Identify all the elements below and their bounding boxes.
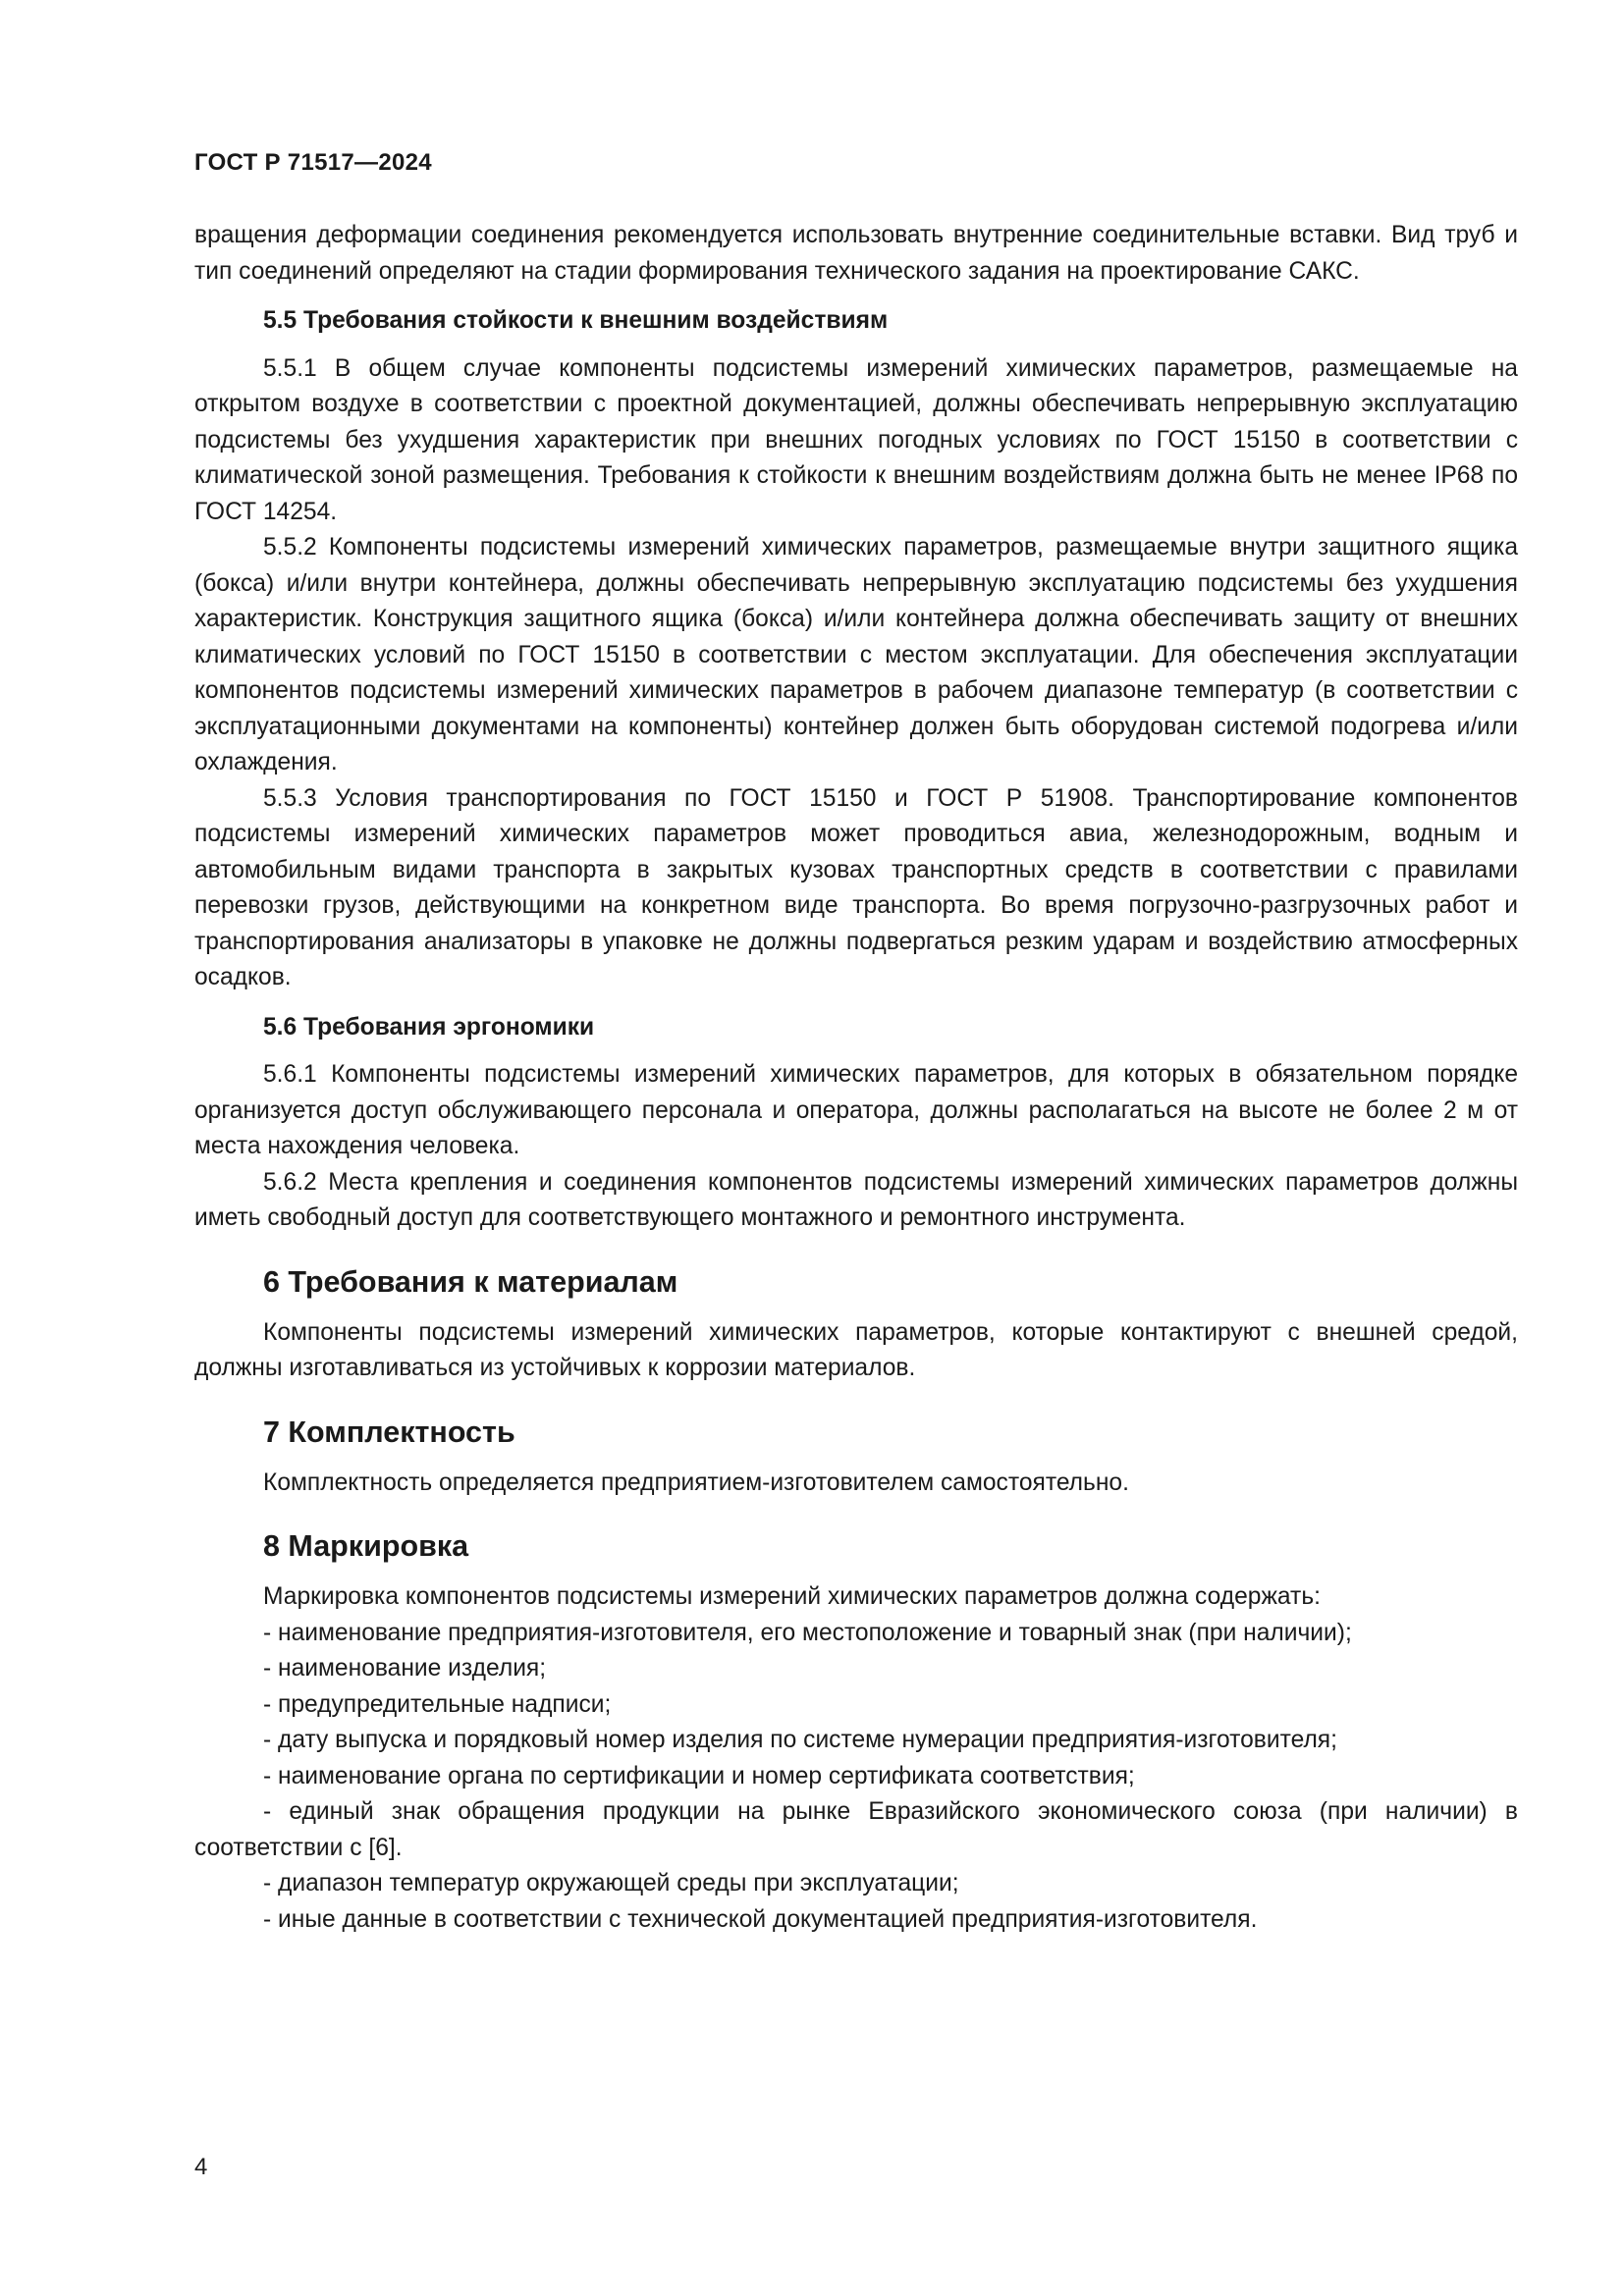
paragraph-7: Комплектность определяется предприятием-изготовителем самостоятельно. [263,1468,1129,1496]
subsection-heading-5-6: 5.6 Требования эргономики [263,1013,595,1041]
section-heading-7: 7 Комплектность [263,1415,515,1449]
list-item: - наименование изделия; [263,1655,547,1682]
paragraph-5-5-1: 5.5.1 В общем случае компоненты подсистемы измерений химических параметров, размещаемые на открытом воздухе в соответствии с проектной документацией, должны обеспечивать непрерывную эксплуатацию подсистемы без ухудшения характеристик при внешних погодных условиях по ГОСТ 15150 в соответствии с климатической зоной размещения. Требования к стойкости к внешним воздействиям должна быть не менее IP68 по ГОСТ 14254. [194,354,1518,525]
paragraph-5-6-1: 5.6.1 Компоненты подсистемы измерений химических параметров, для которых в обязательном порядке организуется доступ обслуживающего персонала и оператора, должны располагаться на высоте не более 2 м от места нахождения человека. [194,1061,1518,1159]
paragraph-8: Маркировка компонентов подсистемы измерений химических параметров должна содержать: [263,1583,1321,1610]
section-heading-6: 6 Требования к материалам [263,1264,678,1299]
list-item: - наименование предприятия-изготовителя, его местоположение и товарный знак (при наличии); [263,1619,1352,1646]
paragraph-5-5-3: 5.5.3 Условия транспортирования по ГОСТ 15150 и ГОСТ Р 51908. Транспортирование компонентов подсистемы измерений химических параметров может проводиться авиа, железнодорожным, водным и автомобильным видами транспорта в закрытых кузовах транспортных средств в соответствии с правилами перевозки грузов, действующими на конкретном виде транспорта. Во время погрузочно-разгрузочных работ и транспортирования анализаторы в упаковке не должны подвергаться резким ударам и воздействию атмосферных осадков. [194,784,1518,990]
paragraph-5-6-2: 5.6.2 Места крепления и соединения компонентов подсистемы измерений химических параметров должны иметь свободный доступ для соответствующего монтажного и ремонтного инструмента. [194,1168,1518,1231]
list-item: - дату выпуска и порядковый номер изделия по системе нумерации предприятия-изготовителя; [263,1727,1337,1753]
document-body [194,218,1518,1938]
page-number: 4 [194,2154,208,2180]
paragraph-6: Компоненты подсистемы измерений химических параметров, которые контактируют с внешней средой, должны изготавливаться из устойчивых к коррозии материалов. [194,1318,1518,1381]
list-item: - иные данные в соответствии с технической документацией предприятия-изготовителя. [263,1905,1258,1933]
paragraph-5-5-2: 5.5.2 Компоненты подсистемы измерений химических параметров, размещаемые внутри защитного ящика (бокса) и/или внутри контейнера, должны обеспечивать непрерывную эксплуатацию подсистемы без ухудшения характеристик. Конструкция защитного ящика (бокса) и/или контейнера должна обеспечивать защиту от внешних климатических условий по ГОСТ 15150 в соответствии с местом эксплуатации. Для обеспечения эксплуатации компонентов подсистемы измерений химических параметров в рабочем диапазоне температур (в соответствии с эксплуатационными документами на компоненты) контейнер должен быть оборудован системой подогрева и/или охлаждения. [194,534,1518,775]
paragraph-intro: вращения деформации соединения рекомендуется использовать внутренние соединительные вставки. Вид труб и тип соединений определяют на стадии формирования технического задания на проектирование САКС. [194,222,1518,285]
list-item: - предупредительные надписи; [263,1690,612,1718]
section-heading-8: 8 Маркировка [263,1529,469,1563]
document-code: ГОСТ Р 71517—2024 [194,149,432,176]
list-item: - диапазон температур окружающей среды при эксплуатации; [263,1870,959,1896]
subsection-heading-5-5: 5.5 Требования стойкости к внешним воздействиям [263,307,889,334]
list-item: - единый знак обращения продукции на рынке Евразийского экономического союза (при наличии) в соответствии с [6]. [194,1798,1518,1861]
list-item: - наименование органа по сертификации и номер сертификата соответствия; [263,1762,1135,1789]
